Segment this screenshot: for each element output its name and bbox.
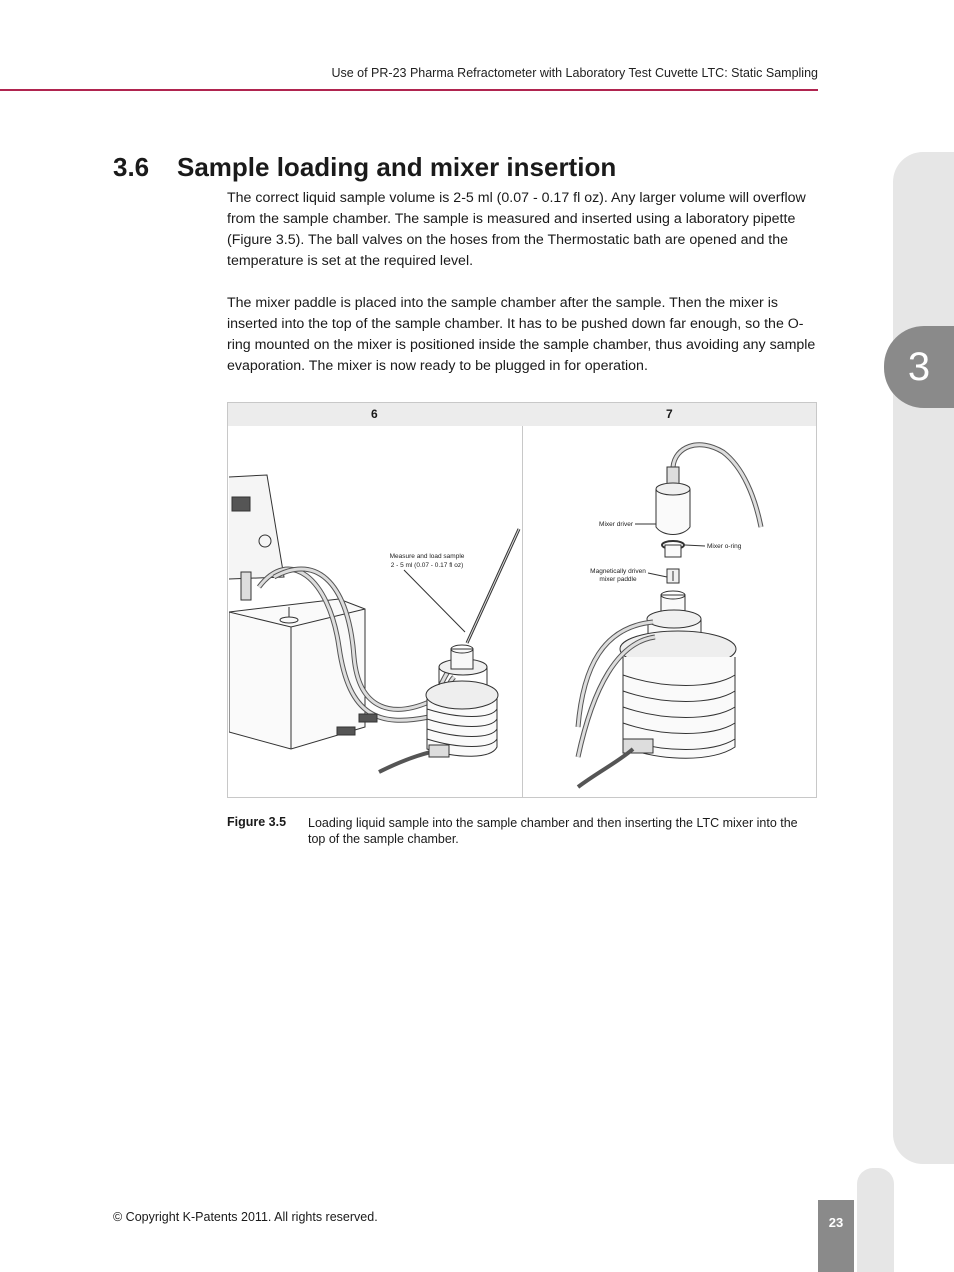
annotation-magnetically-driven: Magnetically driven [590, 568, 646, 575]
header-rule [0, 89, 818, 91]
figure-header-row [228, 403, 816, 426]
running-header: Use of PR-23 Pharma Refractometer with Laboratory Test Cuvette LTC: Static Sampling [331, 66, 818, 80]
body-paragraph-1: The correct liquid sample volume is 2-5 ml (0.07 - 0.17 fl oz). Any larger volume will overflow from the sample chamber. The sample is measured and inserted using a laboratory pipette (Figure 3.5). The ball valves on the hoses from the Thermostatic bath are opened and the temperature is set at the required level. [227, 190, 806, 269]
figure-caption-text: Loading liquid sample into the sample chamber and then inserting the LTC mixer into the top of the sample chamber. [308, 816, 798, 846]
section-number: 3.6 [113, 152, 150, 182]
side-tab-strip [893, 152, 954, 1164]
chapter-tab[interactable]: 3 [884, 326, 954, 408]
annotation-mixer-paddle: mixer paddle [599, 576, 637, 583]
annotation-sample-volume: 2 - 5 ml (0.07 - 0.17 fl oz) [390, 562, 464, 569]
figure-box [227, 402, 817, 798]
panel-number-7: 7 [666, 407, 673, 421]
figure-caption-label: Figure 3.5 [227, 815, 287, 829]
bottom-tab-strip [857, 1168, 894, 1272]
page-number: 23 [818, 1200, 854, 1272]
body-paragraph-2: The mixer paddle is placed into the sample chamber after the sample. Then the mixer is inserted into the top of the sample chamber. It has to be pushed down far enough, so the O-ring mounted on the mixer is positioned inside the sample chamber, thus avoiding any sample evaporation. The mixer is now ready to be plugged in for operation. [227, 295, 816, 374]
illustration-mixer-insertion [523, 427, 816, 797]
annotation-mixer-driver: Mixer driver [599, 521, 633, 528]
section-title: Sample loading and mixer insertion [177, 152, 617, 182]
annotation-mixer-oring: Mixer o-ring [707, 543, 742, 550]
copyright-notice: © Copyright K-Patents 2011. All rights reserved. [113, 1210, 378, 1224]
panel-number-6: 6 [371, 407, 378, 421]
illustration-sample-loading [229, 427, 522, 797]
annotation-measure-load: Measure and load sample [389, 553, 465, 560]
